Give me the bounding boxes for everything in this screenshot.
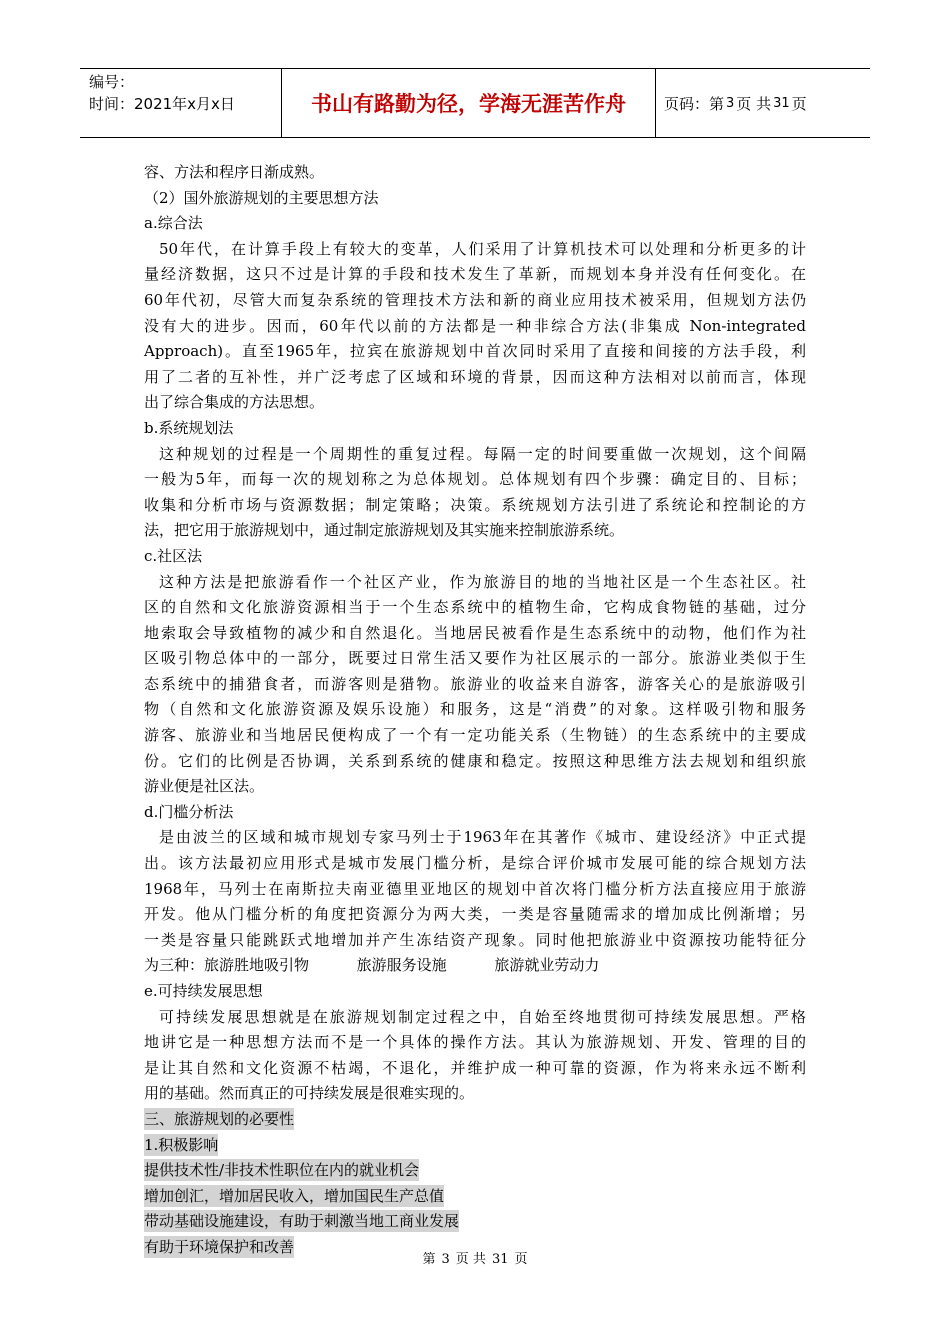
body-line: 区吸引物总体中的一部分，既要过日常生活又要作为社区展示的一部分。旅游业类似于生: [144, 649, 806, 668]
method-heading: a.综合法: [144, 214, 203, 233]
body-line: 60年代初，尽管大而复杂系统的管理技术方法和新的商业应用技术被采用，但规划方法仍: [144, 290, 806, 309]
body-line: 游客、旅游业和当地居民便构成了一个有一定功能关系（生物链）的生态系统中的主要成: [144, 726, 806, 745]
body-line: 份。它们的比例是否协调，关系到系统的健康和稳定。按照这种思维方法去规划和组织旅: [144, 751, 806, 770]
body-line: 这种规划的过程是一个周期性的重复过程。每隔一定的时间要重做一次规划，这个间隔: [159, 444, 806, 463]
footer-suffix: 页: [514, 1252, 528, 1267]
highlighted-line: [144, 1133, 806, 1159]
body-line: 50年代，在计算手段上有较大的变革，人们采用了计算机技术可以处理和分析更多的计: [159, 239, 806, 258]
header-number-label: 编号：: [89, 73, 135, 91]
highlighted-text: 1.积极影响: [144, 1135, 219, 1154]
highlighted-text: 带动基础设施建设，有助于刺激当地工商业发展: [144, 1212, 460, 1231]
footer-total: 31: [491, 1252, 509, 1267]
page-footer: [0, 1248, 950, 1267]
header-meta: [80, 69, 282, 137]
body-line: 区的自然和文化旅游资源相当于一个生态系统中的植物生命，它构成食物链的基础，过分: [144, 598, 806, 617]
header-motto: 书山有路勤为径，学海无涯苦作舟: [282, 69, 656, 137]
body-line: 地索取会导致植物的减少和自然退化。当地居民被看作是生态系统中的动物，他们作为社: [144, 623, 806, 642]
method-heading: b.系统规划法: [144, 418, 234, 437]
header-page-total: 31: [773, 95, 790, 111]
body-line: 用的基础。然而真正的可持续发展是很难实现的。: [144, 1084, 475, 1103]
highlighted-text: 三、旅游规划的必要性: [144, 1109, 295, 1128]
footer-prefix: 第: [422, 1252, 436, 1267]
highlighted-line: [144, 1158, 806, 1184]
body-line: 收集和分析市场与资源数据；制定策略；决策。系统规划方法引进了系统论和控制论的方: [144, 495, 806, 514]
body-line: 物（自然和文化旅游资源及娱乐设施）和服务，这是“消费”的对象。这样吸引物和服务: [144, 700, 806, 719]
footer-current: 3: [441, 1252, 450, 1267]
header-page-suffix: 页: [791, 94, 807, 113]
body-line: 用了二者的互补性，并广泛考虑了区域和环境的背景，因而这种方法相对以前而言，体现: [144, 367, 806, 386]
highlighted-text: 有助于环境保护和改善: [144, 1237, 295, 1256]
footer-mid: 页 共: [455, 1252, 486, 1267]
body-line: 没有大的进步。因而，60年代以前的方法都是一种非综合方法(非集成 Non-integrated: [144, 316, 806, 335]
body-line: 地讲它是一种思想方法而不是一个具体的操作方法。其认为旅游规划、开发、管理的目的: [144, 1033, 806, 1052]
body-line: 态系统中的捕猎食者，而游客则是猎物。旅游业的收益来自游客，游客关心的是旅游吸引: [144, 674, 806, 693]
header-page-prefix: 页码：第: [664, 94, 725, 113]
body-line: 法，把它用于旅游规划中，通过制定旅游规划及其实施来控制旅游系统。: [144, 521, 625, 540]
body-line: 一类是容量只能跳跃式地增加并产生冻结资产现象。同时他把旅游业中资源按功能特征分: [144, 930, 806, 949]
body-line: 量经济数据，这只不过是计算的手段和技术发生了革新，而规划本身并没有任何变化。在: [144, 265, 806, 284]
body-line: 一般为5年，而每一次的规划称之为总体规划。总体规划有四个步骤：确定目的、目标；: [144, 470, 806, 489]
body-line: 可持续发展思想就是在旅游规划制定过程之中，自始至终地贯彻可持续发展思想。严格: [159, 1007, 806, 1026]
highlighted-line: [144, 1209, 806, 1235]
page-header: [80, 68, 870, 138]
method-heading: d.门槛分析法: [144, 802, 234, 821]
header-page-mid: 页 共: [736, 94, 772, 113]
body-line: 容、方法和程序日渐成熟。: [144, 163, 325, 181]
body-line: 游业便是社区法。: [144, 777, 265, 796]
header-page-info: [656, 69, 870, 137]
body-line: 出。该方法最初应用形式是城市发展门槛分析，是综合评价城市发展可能的综合规划方法: [144, 854, 806, 873]
highlighted-text: 提供技术性/非技术性职位在内的就业机会: [144, 1161, 420, 1180]
body-line: Approach)。直至1965年，拉宾在旅游规划中首次同时采用了直接和间接的方法手段，利: [144, 342, 806, 361]
body-line: 出了综合集成的方法思想。: [144, 393, 325, 412]
method-heading: c.社区法: [144, 546, 203, 565]
body-line: 1968年，马列士在南斯拉夫南亚德里亚地区的规划中首次将门槛分析方法直接应用于旅游: [144, 879, 806, 898]
header-date-label: 时间：2021年x月x日: [89, 95, 235, 113]
body-line: 开发。他从门槛分析的角度把资源分为两大类，一类是容量随需求的增加成比例渐增；另: [144, 905, 806, 924]
body-line: 是让其自然和文化资源不枯竭，不退化，并维护成一种可靠的资源，作为将来永远不断利: [144, 1058, 806, 1077]
body-line: 为三种：旅游胜地吸引物 旅游服务设施 旅游就业劳动力: [144, 956, 600, 975]
method-heading: e.可持续发展思想: [144, 982, 263, 1000]
highlighted-text: 增加创汇，增加居民收入，增加国民生产总值: [144, 1186, 445, 1205]
document-body: [144, 160, 806, 1261]
highlighted-line: [144, 1184, 806, 1210]
body-line: 是由波兰的区域和城市规划专家马列士于1963年在其著作《城市、建设经济》中正式提: [159, 828, 806, 847]
body-line: 这种方法是把旅游看作一个社区产业，作为旅游目的地的当地社区是一个生态社区。社: [159, 572, 806, 591]
header-page-current: 3: [726, 95, 735, 111]
highlighted-line: [144, 1107, 806, 1133]
section-heading: （2）国外旅游规划的主要思想方法: [144, 188, 379, 207]
